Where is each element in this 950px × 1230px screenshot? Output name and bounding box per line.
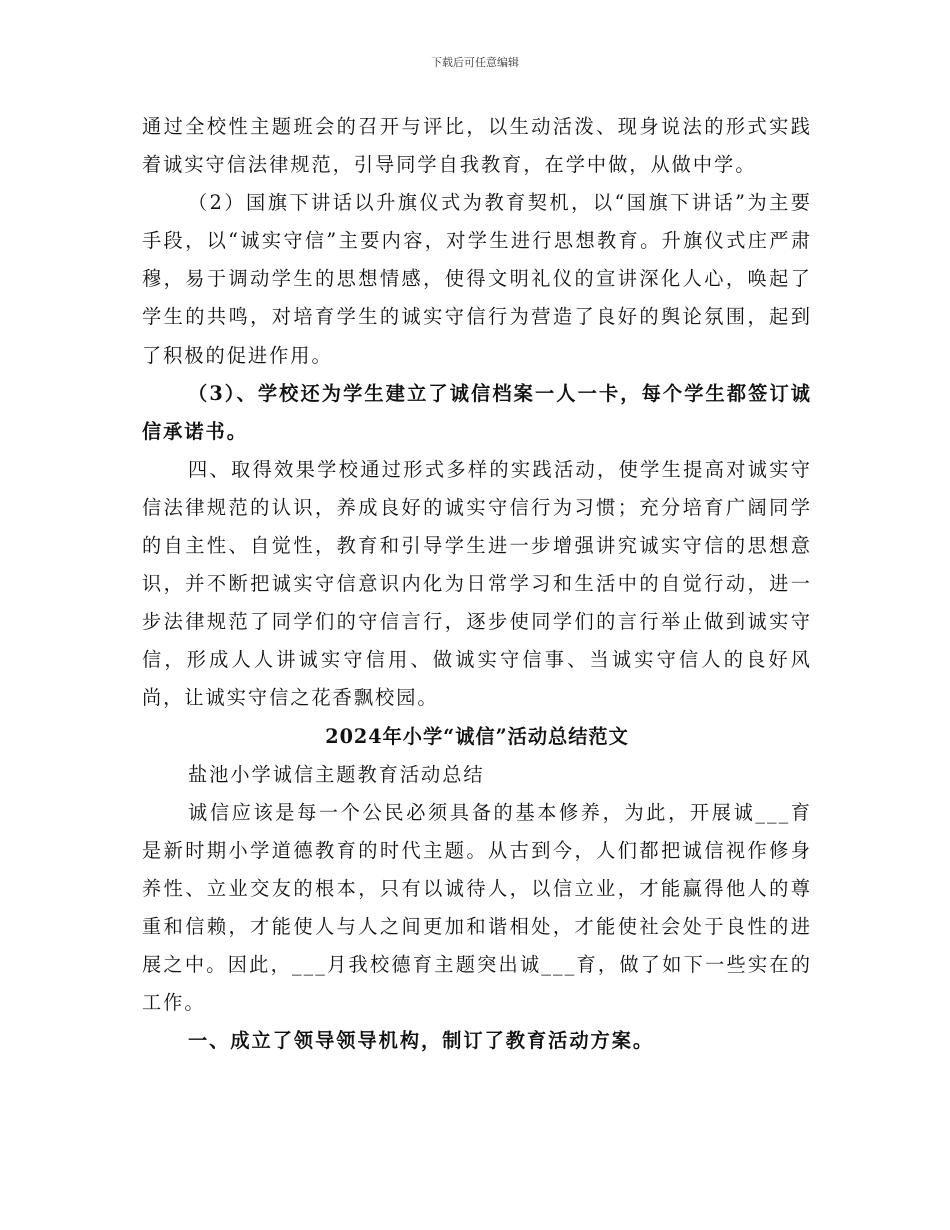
paragraph-theme-class-meeting: 通过全校性主题班会的召开与评比，以生动活泼、现身说法的形式实践着诚实守信法律规范，引导同学自我教育，在学中做，从做中学。 <box>142 115 812 177</box>
document-body <box>142 108 812 1060</box>
paragraph-intro: 诚信应该是每一个公民必须具备的基本修养，为此，开展诚___育是新时期小学道德教育的时代主题。从古到今，人们都把诚信视作修身养性、立业交友的根本，只有以诚待人，以信立业，才能赢得他人的尊重和信赖，才能使人与人之间更加和谐相处，才能使社会处于良性的进展之中。因此，___月我校德育主题突出诚___育，做了如下一些实在的工作。 <box>142 800 812 1015</box>
paragraph-flag-speech: （2）国旗下讲话以升旗仪式为教育契机，以“国旗下讲话”为主要手段，以“诚实守信”主要内容，对学生进行思想教育。升旗仪式庄严肃穆，易于调动学生的思想情感，使得文明礼仪的宣讲深化人心，唤起了学生的共鸣，对培育学生的诚实守信行为营造了良好的舆论氛围，起到了积极的促进作用。 <box>142 191 812 367</box>
page-header: 下载后可任意编辑 <box>431 56 519 69</box>
paragraph-subtitle: 盐池小学诚信主题教育活动总结 <box>188 762 485 786</box>
paragraph-integrity-files: （3）、学校还为学生建立了诚信档案一人一卡，每个学生都签订诚信承诺书。 <box>142 381 812 443</box>
paragraph-results: 四、取得效果学校通过形式多样的实践活动，使学生提高对诚实守信法律规范的认识，养成良好的诚实守信行为习惯；充分培育广阔同学的自主性、自觉性，教育和引导学生进一步增强讲究诚实守信的思想意识，并不断把诚实守信意识内化为日常学习和生活中的自觉行动，进一步法律规范了同学们的守信言行，逐步使同学们的言行举止做到诚实守信，形成人人讲诚实守信用、做诚实守信事、当诚实守信人的良好风尚，让诚实守信之花香飘校园。 <box>142 457 812 710</box>
paragraph-heading-leadership: 一、成立了领导领导机构，制订了教育活动方案。 <box>188 1029 655 1053</box>
section-title: 2024年小学“诚信”活动总结范文 <box>325 724 629 748</box>
